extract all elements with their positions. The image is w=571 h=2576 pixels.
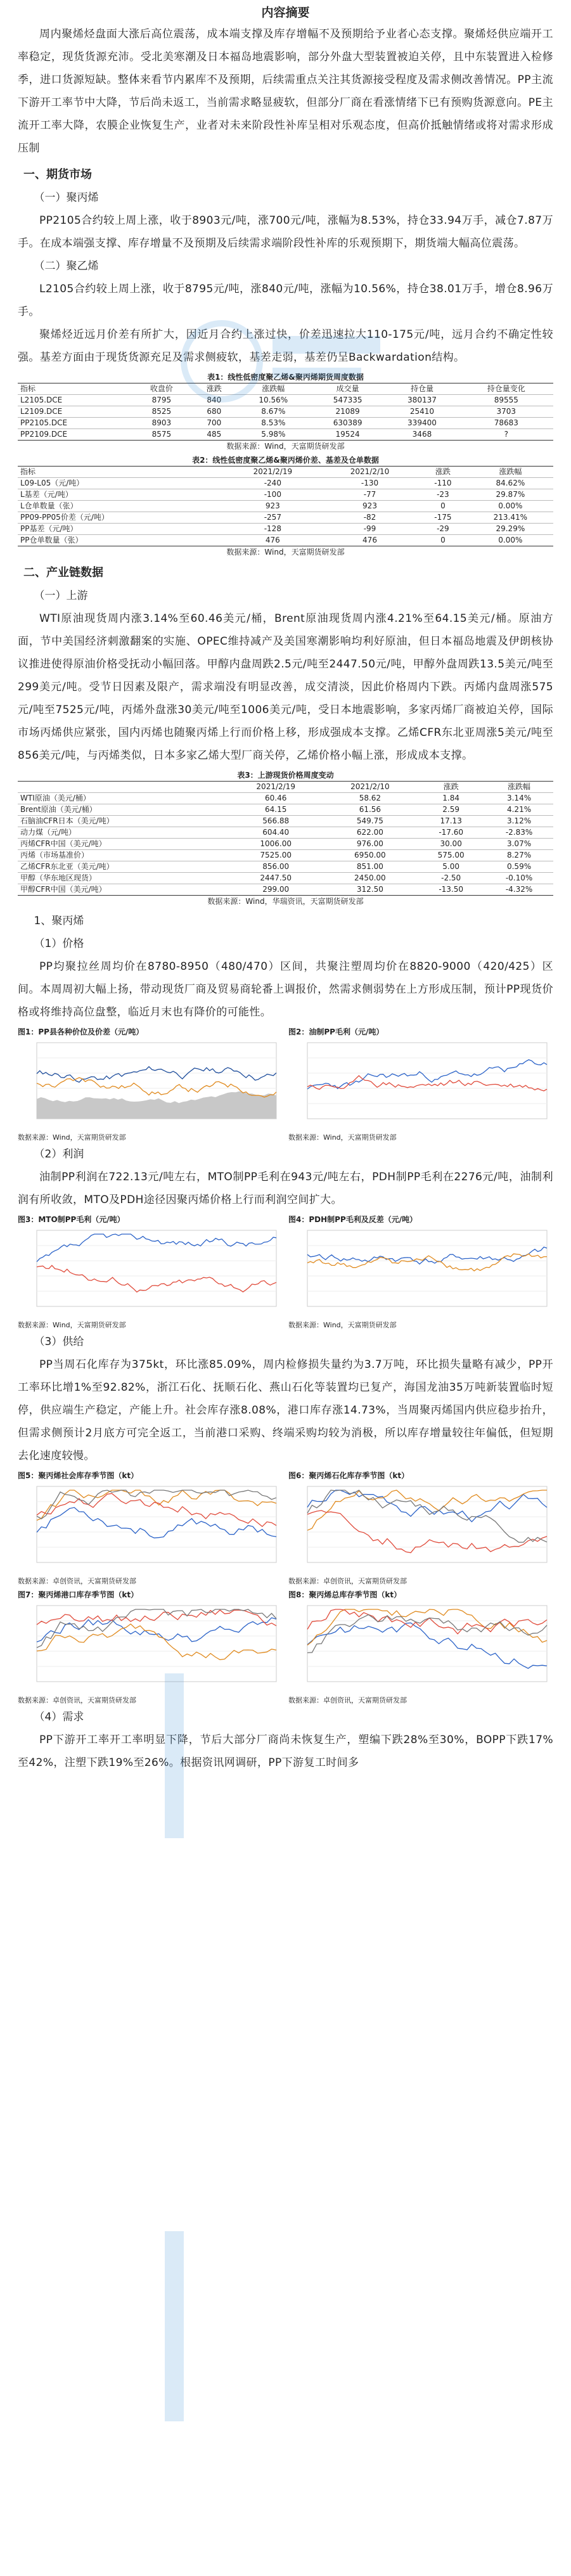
chart-mto-margin [18,1214,283,1330]
table2-cell: PP基差（元/吨） [18,524,224,535]
table3-cell: 17.13 [417,816,485,827]
table3-cell: -4.32% [485,884,553,896]
table2-cell: 84.62% [468,478,553,489]
chart4-plot [288,1225,553,1320]
table3-cell: 0.59% [485,861,553,873]
plot-frame [307,1230,547,1306]
table1-header-cell: 收盘价 [131,383,192,395]
chart1-plot [18,1038,283,1133]
table1-cell: 19524 [311,429,385,441]
table1-cell: ? [459,429,553,441]
table3-cell: 851.00 [323,861,418,873]
futures-weekly-table [18,383,553,441]
chart8-source: 数据来源：卓创资讯，天富期货研发部 [288,1696,407,1704]
table3-cell: -0.10% [485,873,553,884]
table1-cell: 630389 [311,418,385,429]
table3-header-cell: 2021/2/10 [323,782,418,793]
series-line [307,1609,547,1645]
table-row [18,489,553,501]
table3-header-cell: 涨跌 [417,782,485,793]
table2-cell: 0 [418,535,468,546]
table2-cell: -110 [418,478,468,489]
table3-cell: 1.84 [417,793,485,804]
table2-cell: -77 [321,489,418,501]
profit-text: 油制PP利润在722.13元/吨左右，MTO制PP毛利在943元/吨左右，PDH制PP毛利在2276元/吨，油制利润有所收敛，MTO及PDH途径因聚丙烯价格上行而利润空间扩大。 [18,1171,553,1206]
table3-cell: 856.00 [229,861,323,873]
table-row [18,804,553,816]
table-row [18,512,553,524]
chart1-source: 数据来源：Wind，天富期货研发部 [18,1133,126,1142]
table2-header-cell: 2021/2/19 [224,467,321,478]
table2-header-cell: 涨跌幅 [468,467,553,478]
pe-futures-text: L2105合约较上周上涨，收于8795元/吨，涨840元/吨，涨幅为10.56%，持仓38.01万手，增仓8.96万手。 [18,283,553,318]
table3-cell: 30.00 [417,839,485,850]
table2-caption: 表2：线性低密度聚乙烯&聚丙烯价差、基差及仓单数据 [192,456,379,465]
table1-cell: 8795 [131,395,192,406]
table1-cell: 485 [192,429,236,441]
supply-text: PP当周石化库存为375kt，环比涨85.09%，周内检修损失量约为3.7万吨，环比损失量略有减少，PP开工率环比增1%至92.82%，浙江石化、抚顺石化、燕山石化等装置均已复产，海国龙油35万吨新装置临时短停，供应端生产稳定，产能上升。社会库存涨8.08%，港口库存涨14.73%，当周聚丙烯国内供应稳步抬升，但需求侧预计2月底方可完全返工，当前港口采购、终端采购均较为消极，所以库存增量较往年偏低，但短期去化速度较慢。 [18,1358,553,1462]
table3-cell: 2450.00 [323,873,418,884]
demand-text: PP下游开工率开工率明显下降，节后大部分厂商尚未恢复生产，塑编下跌28%至30%，BOPP下跌17%至42%，注塑下跌19%至26%。根据资讯网调研，PP下游复工时间多 [18,1734,553,1769]
supply-heading: （3）供给 [34,1336,84,1348]
table3-cell: 3.07% [485,839,553,850]
chart2-source: 数据来源：Wind，天富期货研发部 [288,1133,397,1142]
table1-cell: 8575 [131,429,192,441]
table3-cell: 5.00 [417,861,485,873]
table1-cell: 25410 [385,406,459,418]
table1-caption: 表1：线性低密度聚乙烯&聚丙烯期货周度数据 [207,373,364,382]
table3-cell: 4.21% [485,804,553,816]
chart5-source: 数据来源：卓创资讯，天富期货研发部 [18,1577,136,1585]
table3-cell: 604.40 [229,827,323,839]
table1-header-cell: 持仓量变化 [459,383,553,395]
table3-cell: 312.50 [323,884,418,896]
table-row [18,501,553,512]
table1-cell: 700 [192,418,236,429]
table1-cell: 78683 [459,418,553,429]
plot-frame [37,1230,276,1306]
table1-header-cell: 持仓量 [385,383,459,395]
table-row [18,395,553,406]
table2-cell: 923 [321,501,418,512]
pp-section-heading: 1、聚丙烯 [34,915,84,927]
series-line [307,1247,547,1264]
table2-cell: -240 [224,478,321,489]
table3-cell: 石脑油CFR日本（美元/吨） [18,816,229,827]
table2-cell: L仓单数量（张） [18,501,224,512]
chart7-source: 数据来源：卓创资讯，天富期货研发部 [18,1696,136,1704]
chart-row-3 [18,1470,553,1587]
table-row [18,861,553,873]
table1-cell: PP2105.DCE [18,418,131,429]
table2-cell: -23 [418,489,468,501]
table2-cell: -99 [321,524,418,535]
table3-header-cell: 2021/2/19 [229,782,323,793]
series-line [37,1609,276,1647]
chart8-caption: 图8：聚丙烯总库存季节图（kt） [288,1590,402,1599]
chart-petrochem-inventory [288,1470,553,1587]
table3-cell: 61.56 [323,804,418,816]
table1-cell: 5.98% [236,429,311,441]
table1-header-cell: 涨跌幅 [236,383,311,395]
upstream-price-table [18,781,553,896]
table2-cell: -130 [321,478,418,489]
series-line [307,1614,547,1652]
chart-pp-prices [18,1026,283,1143]
table3-cell: 丙烯CFR中国（美元/吨） [18,839,229,850]
section-futures-heading: 一、期货市场 [23,168,92,181]
table1-cell: 21089 [311,406,385,418]
table1-cell: L2105.DCE [18,395,131,406]
table3-cell: Brent原油（美元/桶） [18,804,229,816]
price-text: PP均聚拉丝周均价在8780-8950（480/470）区间，共聚注塑周均价在8820-9000（420/425）区间。本周周初大幅上扬，带动现货厂商及贸易商轮番上调报价，然需求侧弱势在上方形成压制，预计PP现货价格或将维持高位盘整，临近月末也有降价的可能性。 [18,960,553,1019]
table1-cell: 8525 [131,406,192,418]
table3-cell: 甲醇（华东地区现货） [18,873,229,884]
table-row [18,524,553,535]
area-series [37,1092,276,1119]
table3-caption: 表3：上游现货价格周度变动 [237,771,334,780]
page-title: 内容摘要 [261,6,310,20]
price-heading: （1）价格 [34,937,84,950]
section-chain-heading: 二、产业链数据 [23,566,103,579]
chart6-caption: 图6：聚丙烯石化库存季节图（kt） [288,1471,409,1480]
table2-cell: -128 [224,524,321,535]
table-row [18,793,553,804]
table3-cell: 甲醇CFR中国（美元/吨） [18,884,229,896]
table1-header-cell: 成交量 [311,383,385,395]
table-row [18,478,553,489]
table1-cell: L2109.DCE [18,406,131,418]
table3-source: 数据来源：Wind，华瑞资讯，天富期货研发部 [207,897,364,906]
series-line [37,1234,276,1262]
table3-cell: 3.12% [485,816,553,827]
table1-cell: 339400 [385,418,459,429]
table2-cell: 0.00% [468,501,553,512]
table-row [18,429,553,441]
table3-cell: 3.14% [485,793,553,804]
table-row [18,873,553,884]
series-line [37,1490,276,1521]
table3-cell: -2.83% [485,827,553,839]
table1-cell: 89555 [459,395,553,406]
table3-cell: 58.62 [323,793,418,804]
table2-cell: 29.87% [468,489,553,501]
table2-header-cell: 指标 [18,467,224,478]
table3-cell: 2447.50 [229,873,323,884]
table-row [18,816,553,827]
table3-cell: 7525.00 [229,850,323,861]
table3-cell: -2.50 [417,873,485,884]
chart4-caption: 图4：PDH制PP毛利及反差（元/吨） [288,1215,418,1224]
subsection-pp-heading: （一）聚丙烯 [34,191,99,204]
table1-cell: 3703 [459,406,553,418]
table2-cell: 213.41% [468,512,553,524]
summary-text: 周内聚烯烃盘面大涨后高位震荡，成本端支撑及库存增幅不及预期给予业者心态支撑。聚烯烃供应端开工率稳定，现货货源充沛。受北美寒潮及日本福岛地震影响，部分外盘大型装置被迫关停，且中东装置进入检修季，进口货源短缺。整体来看节内累库不及预期，后续需重点关注其货源接受程度及需求侧改善情况。PP主流下游开工率节中大降，节后尚未返工，当前需求略显疲软，但部分厂商在看涨情绪下已有预购货源意向。PE主流开工率大降，农膜企业恢复生产，业者对未来阶段性补库呈相对乐观态度，但高价抵触情绪或将对需求形成压制 [18,28,553,155]
plot-frame [37,1486,276,1562]
chart-row-1 [18,1026,553,1143]
table3-cell: 1006.00 [229,839,323,850]
table-row [18,884,553,896]
chart-pdh-margin [288,1214,553,1330]
table3-header-cell: 涨跌幅 [485,782,553,793]
table3-header-cell [18,782,229,793]
table1-cell: 380137 [385,395,459,406]
table-row [18,839,553,850]
table1-cell: 547335 [311,395,385,406]
table1-cell: PP2109.DCE [18,429,131,441]
table3-cell: 549.75 [323,816,418,827]
table3-cell: 6950.00 [323,850,418,861]
series-line [307,1490,547,1530]
table1-header-cell: 指标 [18,383,131,395]
table3-cell: 575.00 [417,850,485,861]
series-line [37,1490,276,1519]
plot-frame [37,1606,276,1682]
chart3-caption: 图3：MTO制PP毛利（元/吨） [18,1215,125,1224]
plot-frame [307,1486,547,1562]
table1-source: 数据来源：Wind，天富期货研发部 [226,442,345,451]
chart-row-4 [18,1589,553,1706]
table2-cell: -100 [224,489,321,501]
table2-cell: 476 [321,535,418,546]
chart6-source: 数据来源：卓创资讯，天富期货研发部 [288,1577,407,1585]
table2-cell: PP09-PP05价差（元/吨） [18,512,224,524]
table1-cell: 8903 [131,418,192,429]
basis-text: 聚烯烃近远月价差有所扩大，因近月合约上涨过快，价差迅速拉大110-175元/吨，远月合约不确定性较强。基差方面由于现货货源充足及需求侧疲软，基差走弱，基差仍呈Backwardation结构。 [18,328,553,364]
chart5-plot [18,1481,283,1576]
table1-cell: 680 [192,406,236,418]
chart4-source: 数据来源：Wind，天富期货研发部 [288,1321,397,1329]
subsection-pe-heading: （二）聚乙烯 [34,260,99,273]
chart2-plot [288,1038,553,1133]
plot-frame [307,1606,547,1682]
chart5-caption: 图5：聚丙烯社会库存季节图（kt） [18,1471,139,1480]
spread-basis-table [18,466,553,546]
table2-cell: -175 [418,512,468,524]
table2-cell: 476 [224,535,321,546]
series-line [37,1624,276,1659]
table3-cell: 622.00 [323,827,418,839]
table2-cell: 0 [418,501,468,512]
chart-oil-pp-margin [288,1026,553,1143]
chart-total-inventory [288,1589,553,1706]
chart3-plot [18,1225,283,1320]
table2-header-cell: 涨跌 [418,467,468,478]
chart7-caption: 图7：聚丙烯港口库存季节图（kt） [18,1590,139,1599]
table2-cell: 0.00% [468,535,553,546]
table1-header-cell: 涨跌 [192,383,236,395]
table-row [18,406,553,418]
table2-source: 数据来源：Wind，天富期货研发部 [226,548,345,557]
table3-cell: 299.00 [229,884,323,896]
table1-cell: 840 [192,395,236,406]
chart1-caption: 图1：PP县各种价位及价差（元/吨） [18,1027,144,1036]
table2-cell: 29.29% [468,524,553,535]
series-line [307,1254,547,1271]
table1-cell: 10.56% [236,395,311,406]
profit-heading: （2）利润 [34,1148,84,1161]
table3-cell: 动力煤（元/吨） [18,827,229,839]
chart6-plot [288,1481,553,1576]
table3-cell: 丙烯（市场基准价） [18,850,229,861]
table1-cell: 3468 [385,429,459,441]
table2-cell: -29 [418,524,468,535]
series-line [37,1618,276,1642]
subsection-upstream-heading: （一）上游 [34,589,88,602]
table2-cell: 923 [224,501,321,512]
plot-frame [307,1043,547,1119]
chart3-source: 数据来源：Wind，天富期货研发部 [18,1321,126,1329]
table3-cell: 60.46 [229,793,323,804]
table3-cell: 8.27% [485,850,553,861]
table1-cell: 8.67% [236,406,311,418]
table-row [18,850,553,861]
chart8-plot [288,1600,553,1696]
table2-cell: PP仓单数量（张） [18,535,224,546]
demand-heading: （4）需求 [34,1711,84,1723]
table-row [18,535,553,546]
series-line [37,1507,276,1538]
chart7-plot [18,1600,283,1696]
table2-cell: -257 [224,512,321,524]
table3-cell: -13.50 [417,884,485,896]
chart2-caption: 图2：油制PP毛利（元/吨） [288,1027,384,1036]
series-line [37,1493,276,1526]
upstream-text: WTI原油现货周内涨3.14%至60.46美元/桶，Brent原油现货周内涨4.21%至64.15美元/桶。原油方面，节中美国经济刺激翻案的实施、OPEC维持减产及美国寒潮影响均利好原油，但日本福岛地震及伊朗核协议推进使得原油价格受抚动小幅回落。甲醇内盘周跌2.5元/吨至2447.50元/吨，甲醇外盘周跌13.5美元/吨至299美元/吨。受节日因素及限产，需求端没有明显改善，成交清淡，因此价格周内下跌。丙烯内盘周涨575元/吨至7525元/吨，丙烯外盘涨30美元/吨至1006美元/吨，受日本地震影响，多家丙烯厂商被迫关停，国际市场丙烯供应紧张，国内丙烯也随聚丙烯上行而价格上移，形成强成本支撑。乙烯CFR东北亚周涨5美元/吨至856美元/吨，与丙烯类似，日本多家乙烯大型厂商关停，乙烯价格小幅上涨，形成成本支撑。 [18,612,553,762]
table3-cell: 2.59 [417,804,485,816]
table3-cell: WTI原油（美元/桶） [18,793,229,804]
chart-row-2 [18,1214,553,1330]
table3-cell: 976.00 [323,839,418,850]
table-row [18,827,553,839]
table2-header-cell: 2021/2/10 [321,467,418,478]
table2-cell: -82 [321,512,418,524]
chart-port-inventory [18,1589,283,1706]
series-line [37,1265,276,1292]
table2-cell: L基差（元/吨） [18,489,224,501]
table2-cell: L09-L05（元/吨） [18,478,224,489]
pp-futures-text: PP2105合约较上周上涨，收于8903元/吨，涨700元/吨，涨幅为8.53%，持仓33.94万手，减仓7.87万手。在成本端强支撑、库存增量不及预期及后续需求端阶段性补库的乐观预期下，期货端大幅高位震荡。 [18,214,553,250]
table3-cell: 64.15 [229,804,323,816]
table3-cell: -17.60 [417,827,485,839]
table3-cell: 乙烯CFR东北亚（美元/吨） [18,861,229,873]
watermark-side-2 [152,2231,203,2421]
chart-social-inventory [18,1470,283,1587]
table1-cell: 8.53% [236,418,311,429]
table-row [18,418,553,429]
table3-cell: 566.88 [229,816,323,827]
